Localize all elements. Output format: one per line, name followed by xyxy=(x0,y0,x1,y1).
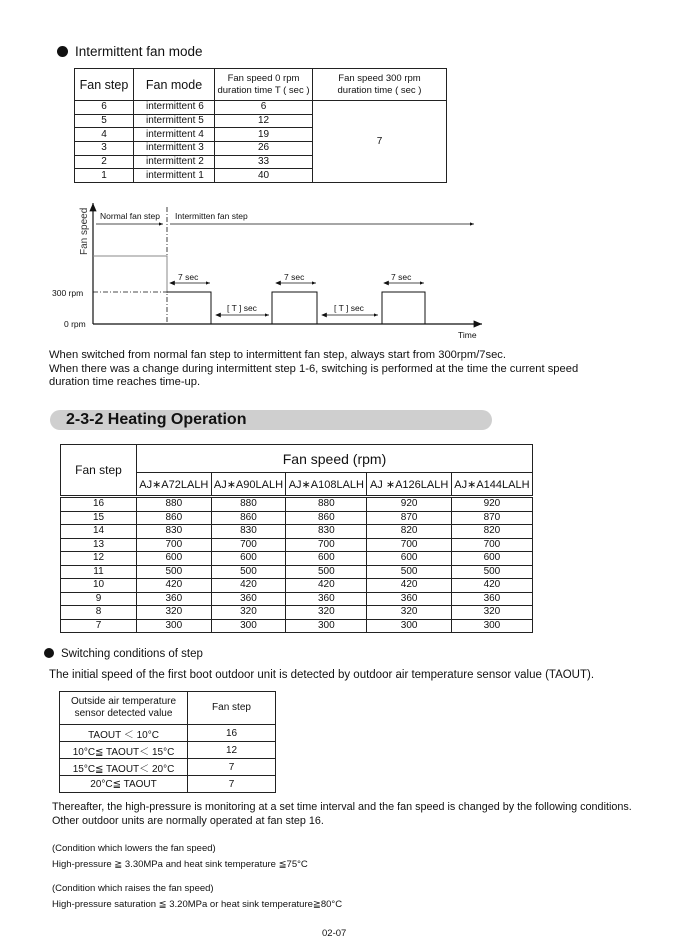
cell: 300 xyxy=(211,619,286,633)
col-outside-temp xyxy=(60,692,188,725)
table-row xyxy=(61,592,533,606)
cell: 11 xyxy=(61,565,137,579)
cell: 500 xyxy=(137,565,212,579)
cell: 4 xyxy=(75,128,134,142)
cell: 820 xyxy=(451,525,532,539)
cell: 7 xyxy=(188,759,276,776)
cell: 360 xyxy=(367,592,451,606)
table-row xyxy=(60,759,276,776)
table-row xyxy=(61,511,533,525)
section-title: 2-3-2 Heating Operation xyxy=(66,411,247,428)
switching-intro: The initial speed of the first boot outdoor unit is detected by outdoor air temperature sensor value (TAOUT). xyxy=(49,669,595,681)
x-axis-label: Time xyxy=(458,330,477,340)
lower-condition-text: High-pressure ≧ 3.30MPa and heat sink temperature ≦75°C xyxy=(52,859,308,870)
col-fan-step: Fan step xyxy=(75,69,134,101)
cell: 6 xyxy=(75,101,134,115)
switching-table xyxy=(59,691,276,793)
cell: 880 xyxy=(137,497,212,512)
col-0rpm xyxy=(215,69,313,101)
note-line: duration time reaches time-up. xyxy=(49,376,201,389)
cell: intermittent 3 xyxy=(134,142,215,156)
cell: 320 xyxy=(286,606,367,620)
col-300rpm-line2: duration time ( sec ) xyxy=(337,84,422,96)
table-header-row xyxy=(75,69,447,101)
cell-300-duration: 7 xyxy=(313,101,447,183)
on-duration-label: 7 sec xyxy=(178,272,199,282)
cell: 16 xyxy=(61,497,137,512)
raise-condition-text: High-pressure saturation ≦ 3.20MPa or heat sink temperature≧80°C xyxy=(52,899,343,910)
cell: 6 xyxy=(215,101,313,115)
raise-condition-title: (Condition which raises the fan speed) xyxy=(52,883,214,894)
cell: 12 xyxy=(188,742,276,759)
cell: 5 xyxy=(75,114,134,128)
cell: 19 xyxy=(215,128,313,142)
intermittent-fan-step-label: Intermitten fan step xyxy=(175,211,248,221)
cell: 20°C≦ TAOUT xyxy=(60,776,188,793)
cell: 12 xyxy=(61,552,137,566)
cell: 300 xyxy=(367,619,451,633)
lower-condition xyxy=(52,841,308,873)
col-model: AJ∗A90LALH xyxy=(211,473,286,497)
cell: 7 xyxy=(188,776,276,793)
cell: 40 xyxy=(215,169,313,183)
cell: 920 xyxy=(367,497,451,512)
cell: 16 xyxy=(188,725,276,742)
cell: 600 xyxy=(286,552,367,566)
cell: 420 xyxy=(286,579,367,593)
cell: 420 xyxy=(137,579,212,593)
cell: 860 xyxy=(211,511,286,525)
cell: 880 xyxy=(211,497,286,512)
cell: 830 xyxy=(137,525,212,539)
page-number: 02-07 xyxy=(322,928,347,939)
cell: 26 xyxy=(215,142,313,156)
table-row xyxy=(61,579,533,593)
note-line: When switched from normal fan step to intermittent fan step, always start from 300rpm/7sec. xyxy=(49,349,507,361)
table-row xyxy=(61,525,533,539)
cell: 10 xyxy=(61,579,137,593)
cell: 700 xyxy=(211,538,286,552)
rpm300-label: 300 rpm xyxy=(52,288,84,298)
intermittent-notes xyxy=(49,349,649,390)
cell: 13 xyxy=(61,538,137,552)
table-row xyxy=(61,619,533,633)
intermittent-table xyxy=(74,68,447,183)
cell: 12 xyxy=(215,114,313,128)
cell: intermittent 6 xyxy=(134,101,215,115)
cell: intermittent 2 xyxy=(134,155,215,169)
cell: 8 xyxy=(61,606,137,620)
cell: 320 xyxy=(451,606,532,620)
switching-heading xyxy=(44,648,203,660)
intermittent-heading-text: Intermittent fan mode xyxy=(75,44,203,59)
cell: 300 xyxy=(137,619,212,633)
col-model: AJ∗A108LALH xyxy=(286,473,367,497)
cell: 700 xyxy=(137,538,212,552)
cell: 870 xyxy=(451,511,532,525)
table-row xyxy=(61,497,533,512)
cell: 600 xyxy=(211,552,286,566)
table-header-row xyxy=(61,445,533,473)
heating-table-body xyxy=(61,497,533,633)
section-title-bar xyxy=(50,410,492,430)
cell: intermittent 4 xyxy=(134,128,215,142)
col-model: AJ∗A72LALH xyxy=(137,473,212,497)
cell: 420 xyxy=(367,579,451,593)
table-row xyxy=(61,606,533,620)
cell: 700 xyxy=(286,538,367,552)
cell: 1 xyxy=(75,169,134,183)
cell: TAOUT ＜ 10°C xyxy=(60,725,188,742)
cell: intermittent 1 xyxy=(134,169,215,183)
cell: 10°C≦ TAOUT＜ 15°C xyxy=(60,742,188,759)
col-fan-step: Fan step xyxy=(188,692,276,725)
rpm0-label: 0 rpm xyxy=(64,319,86,329)
cell: 3 xyxy=(75,142,134,156)
cell: 360 xyxy=(137,592,212,606)
cell: 360 xyxy=(211,592,286,606)
switching-heading-text: Switching conditions of step xyxy=(61,648,203,660)
cell: 320 xyxy=(367,606,451,620)
y-axis-label-text: Fan speed xyxy=(79,207,90,255)
cell: 880 xyxy=(286,497,367,512)
cell: 320 xyxy=(137,606,212,620)
table-row xyxy=(61,565,533,579)
table-row xyxy=(60,776,276,793)
off-duration-label: [ T ] sec xyxy=(227,303,257,313)
lower-condition-title: (Condition which lowers the fan speed) xyxy=(52,843,216,854)
col-0rpm-line1: Fan speed 0 rpm xyxy=(227,72,300,84)
col-model: AJ ∗A126LALH xyxy=(367,473,451,497)
col-300rpm xyxy=(313,69,447,101)
table-row xyxy=(60,725,276,742)
normal-fan-step-label: Normal fan step xyxy=(100,211,160,221)
table-row xyxy=(60,742,276,759)
fan-timing-diagram xyxy=(40,195,500,345)
cell: 500 xyxy=(451,565,532,579)
cell: 2 xyxy=(75,155,134,169)
on-duration-label: 7 sec xyxy=(391,272,412,282)
cell: 600 xyxy=(137,552,212,566)
col-fan-step: Fan step xyxy=(61,445,137,497)
cell: intermittent 5 xyxy=(134,114,215,128)
on-duration-label: 7 sec xyxy=(284,272,305,282)
table-row xyxy=(75,101,447,115)
cell: 820 xyxy=(367,525,451,539)
cell: 600 xyxy=(367,552,451,566)
cell: 7 xyxy=(61,619,137,633)
cell: 700 xyxy=(367,538,451,552)
col-300rpm-line1: Fan speed 300 rpm xyxy=(338,72,421,84)
col-model: AJ∗A144LALH xyxy=(451,473,532,497)
col-fan-mode: Fan mode xyxy=(134,69,215,101)
table-header-row xyxy=(60,692,276,725)
cell: 500 xyxy=(211,565,286,579)
cell: 300 xyxy=(286,619,367,633)
cell: 600 xyxy=(451,552,532,566)
cell: 870 xyxy=(367,511,451,525)
note-line: When there was a change during intermittent step 1-6, switching is performed at the time the current speed xyxy=(49,362,579,375)
col-group-fan-speed: Fan speed (rpm) xyxy=(137,445,533,473)
cell: 360 xyxy=(451,592,532,606)
bullet-icon xyxy=(57,46,68,57)
cell: 420 xyxy=(211,579,286,593)
cell: 860 xyxy=(137,511,212,525)
bullet-icon xyxy=(44,648,54,658)
table-row xyxy=(61,538,533,552)
cell: 300 xyxy=(451,619,532,633)
cell: 830 xyxy=(211,525,286,539)
cell: 860 xyxy=(286,511,367,525)
cell: 500 xyxy=(286,565,367,579)
intermittent-heading xyxy=(57,44,203,59)
cell: 920 xyxy=(451,497,532,512)
off-duration-label: [ T ] sec xyxy=(334,303,364,313)
note-line: Other outdoor units are normally operated at fan step 16. xyxy=(52,814,324,827)
cell: 15°C≦ TAOUT＜ 20°C xyxy=(60,759,188,776)
col-outside-temp-line2: sensor detected value xyxy=(74,708,173,719)
y-axis-label xyxy=(79,208,90,255)
note-line: Thereafter, the high-pressure is monitoring at a set time interval and the fan speed is changed by the following conditions. xyxy=(52,801,632,813)
heating-fan-speed-table xyxy=(60,444,533,633)
col-outside-temp-line1: Outside air temperature xyxy=(70,696,177,707)
cell: 830 xyxy=(286,525,367,539)
raise-condition xyxy=(52,881,342,913)
col-0rpm-line2: duration time T ( sec ) xyxy=(217,84,310,96)
cell: 15 xyxy=(61,511,137,525)
cell: 320 xyxy=(211,606,286,620)
cell: 360 xyxy=(286,592,367,606)
cell: 14 xyxy=(61,525,137,539)
cell: 33 xyxy=(215,155,313,169)
cell: 700 xyxy=(451,538,532,552)
after-notes xyxy=(52,801,632,828)
cell: 420 xyxy=(451,579,532,593)
cell: 9 xyxy=(61,592,137,606)
table-row xyxy=(61,552,533,566)
cell: 500 xyxy=(367,565,451,579)
